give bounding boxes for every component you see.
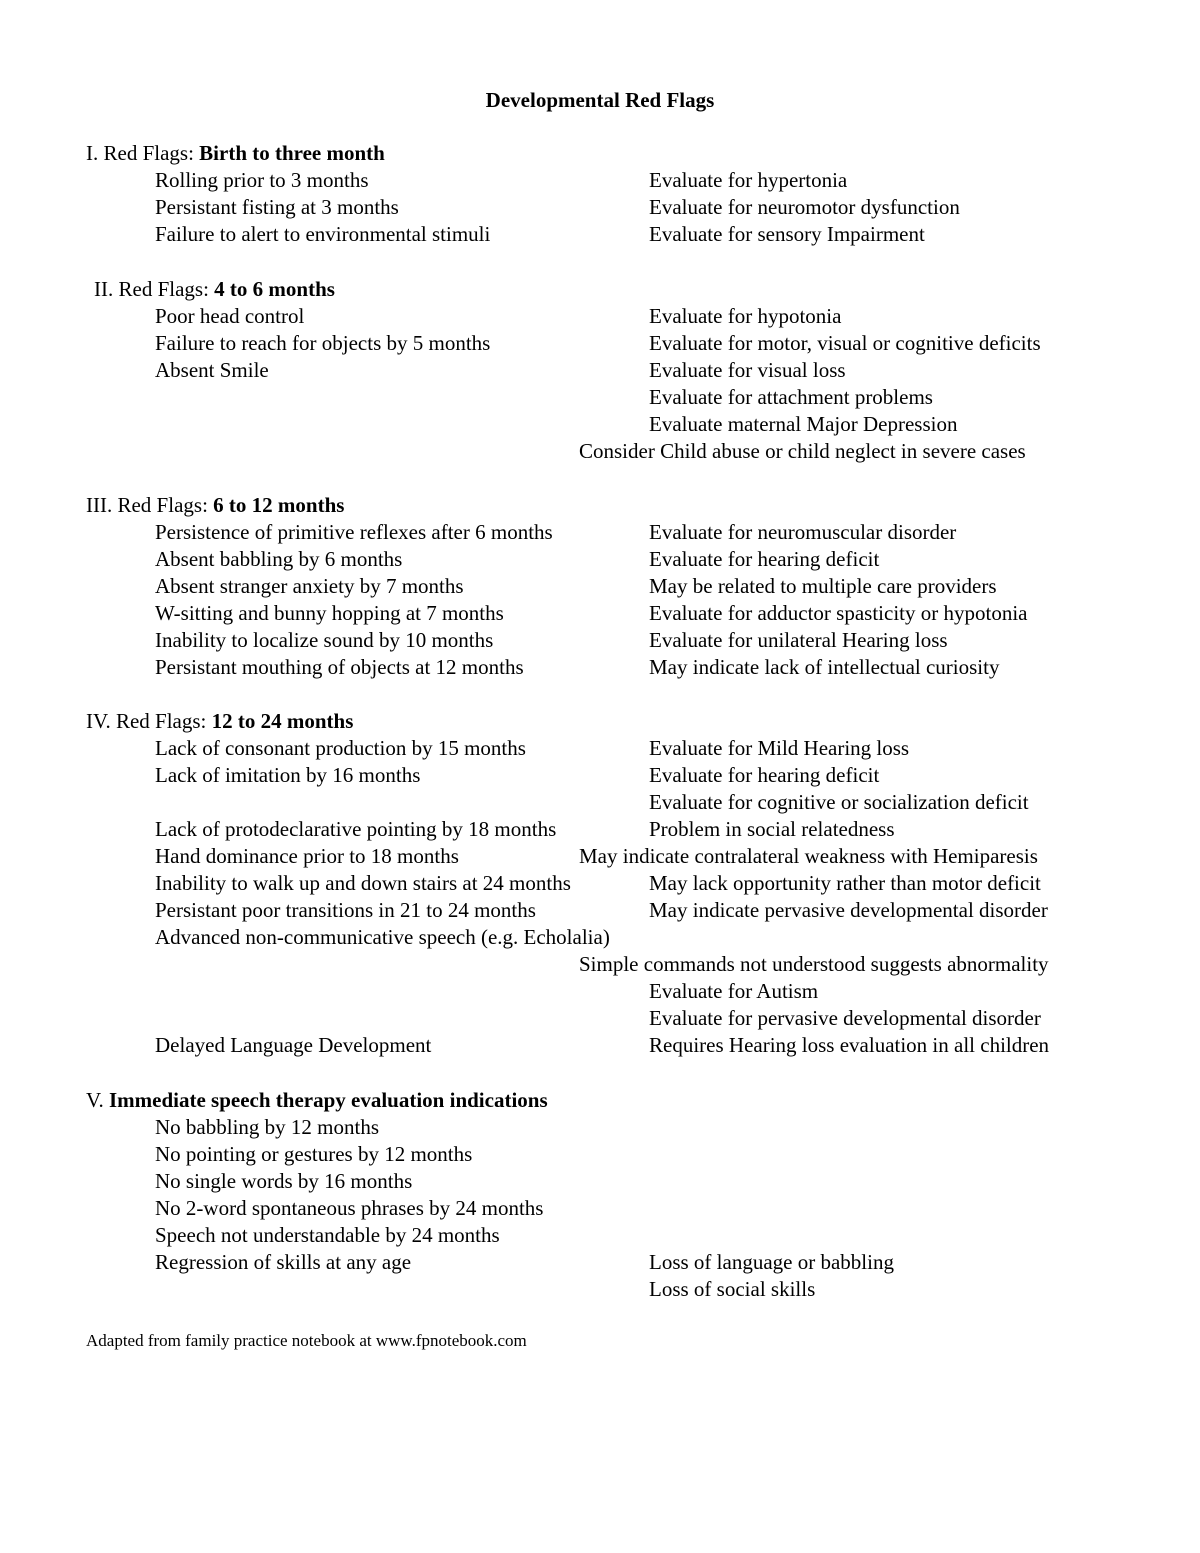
section-heading-1 xyxy=(86,140,385,167)
list-item: Regression of skills at any age xyxy=(155,1250,412,1274)
list-item: Absent stranger anxiety by 7 months xyxy=(155,574,464,598)
list-item: Failure to reach for objects by 5 months xyxy=(155,331,491,355)
list-note: May lack opportunity rather than motor deficit xyxy=(649,871,1041,895)
list-item: Poor head control xyxy=(155,304,305,328)
list-item: Speech not understandable by 24 months xyxy=(155,1223,500,1247)
list-item: No 2-word spontaneous phrases by 24 months xyxy=(155,1196,544,1220)
list-note: Evaluate for neuromuscular disorder xyxy=(649,520,957,544)
section-title: Immediate speech therapy evaluation indications xyxy=(108,1088,548,1112)
list-note: Evaluate for visual loss xyxy=(649,358,846,382)
list-note: Problem in social relatedness xyxy=(649,817,895,841)
list-note: Consider Child abuse or child neglect in severe cases xyxy=(579,439,1026,463)
list-item: W-sitting and bunny hopping at 7 months xyxy=(155,601,504,625)
list-note: May be related to multiple care providers xyxy=(649,574,997,598)
page-title: Developmental Red Flags xyxy=(485,88,715,112)
section-heading-3 xyxy=(86,492,344,519)
section-title: 6 to 12 months xyxy=(213,493,345,517)
list-note: Loss of social skills xyxy=(649,1277,816,1301)
list-item: Lack of protodeclarative pointing by 18 months xyxy=(155,817,557,841)
list-note: Evaluate for sensory Impairment xyxy=(649,222,925,246)
list-item: No pointing or gestures by 12 months xyxy=(155,1142,473,1166)
list-note: Evaluate for hypotonia xyxy=(649,304,842,328)
list-note: Evaluate for motor, visual or cognitive deficits xyxy=(649,331,1041,355)
list-note: Simple commands not understood suggests abnormality xyxy=(579,952,1049,976)
list-note: Requires Hearing loss evaluation in all children xyxy=(649,1033,1050,1057)
list-note: May indicate pervasive developmental disorder xyxy=(649,898,1048,922)
list-item: Absent babbling by 6 months xyxy=(155,547,403,571)
list-note: Evaluate for hearing deficit xyxy=(649,547,880,571)
section-heading-5 xyxy=(86,1087,548,1114)
list-note: Evaluate for hearing deficit xyxy=(649,763,880,787)
list-note: Evaluate for pervasive developmental disorder xyxy=(649,1006,1041,1030)
section-prefix: II. Red Flags: xyxy=(94,277,215,301)
section-prefix: III. Red Flags: xyxy=(86,493,214,517)
section-title: 12 to 24 months xyxy=(211,709,354,733)
list-item: Delayed Language Development xyxy=(155,1033,432,1057)
list-item: Persistant mouthing of objects at 12 months xyxy=(155,655,524,679)
section-title: Birth to three month xyxy=(199,141,385,165)
section-heading-4 xyxy=(86,708,353,735)
list-item: No babbling by 12 months xyxy=(155,1115,379,1139)
source-footer: Adapted from family practice notebook at www.fpnotebook.com xyxy=(86,1331,527,1350)
list-note: Evaluate for cognitive or socialization deficit xyxy=(649,790,1029,814)
list-item: Lack of consonant production by 15 months xyxy=(155,736,526,760)
section-heading-2 xyxy=(94,276,335,303)
section-title: 4 to 6 months xyxy=(214,277,335,301)
list-item: Hand dominance prior to 18 months xyxy=(155,844,459,868)
list-note: Loss of language or babbling xyxy=(649,1250,894,1274)
list-item: Persistence of primitive reflexes after 6 months xyxy=(155,520,553,544)
list-note: Evaluate for attachment problems xyxy=(649,385,933,409)
list-item: No single words by 16 months xyxy=(155,1169,413,1193)
list-note: Evaluate for adductor spasticity or hypotonia xyxy=(649,601,1028,625)
list-note: Evaluate for hypertonia xyxy=(649,168,848,192)
list-item: Inability to walk up and down stairs at 24 months xyxy=(155,871,571,895)
list-note: May indicate lack of intellectual curiosity xyxy=(649,655,1000,679)
list-item: Persistant poor transitions in 21 to 24 months xyxy=(155,898,536,922)
list-note: Evaluate maternal Major Depression xyxy=(649,412,958,436)
section-prefix: V. xyxy=(86,1088,109,1112)
list-note: Evaluate for Autism xyxy=(649,979,819,1003)
list-note: Evaluate for Mild Hearing loss xyxy=(649,736,910,760)
list-item: Absent Smile xyxy=(155,358,269,382)
list-note: May indicate contralateral weakness with Hemiparesis xyxy=(579,844,1038,868)
list-item: Lack of imitation by 16 months xyxy=(155,763,421,787)
list-item: Failure to alert to environmental stimuli xyxy=(155,222,491,246)
list-item: Inability to localize sound by 10 months xyxy=(155,628,494,652)
list-item: Persistant fisting at 3 months xyxy=(155,195,399,219)
list-note: Evaluate for neuromotor dysfunction xyxy=(649,195,960,219)
section-prefix: IV. Red Flags: xyxy=(86,709,212,733)
list-note: Evaluate for unilateral Hearing loss xyxy=(649,628,948,652)
list-item: Advanced non-communicative speech (e.g. Echolalia) xyxy=(155,925,610,949)
list-item: Rolling prior to 3 months xyxy=(155,168,369,192)
section-prefix: I. Red Flags: xyxy=(86,141,200,165)
